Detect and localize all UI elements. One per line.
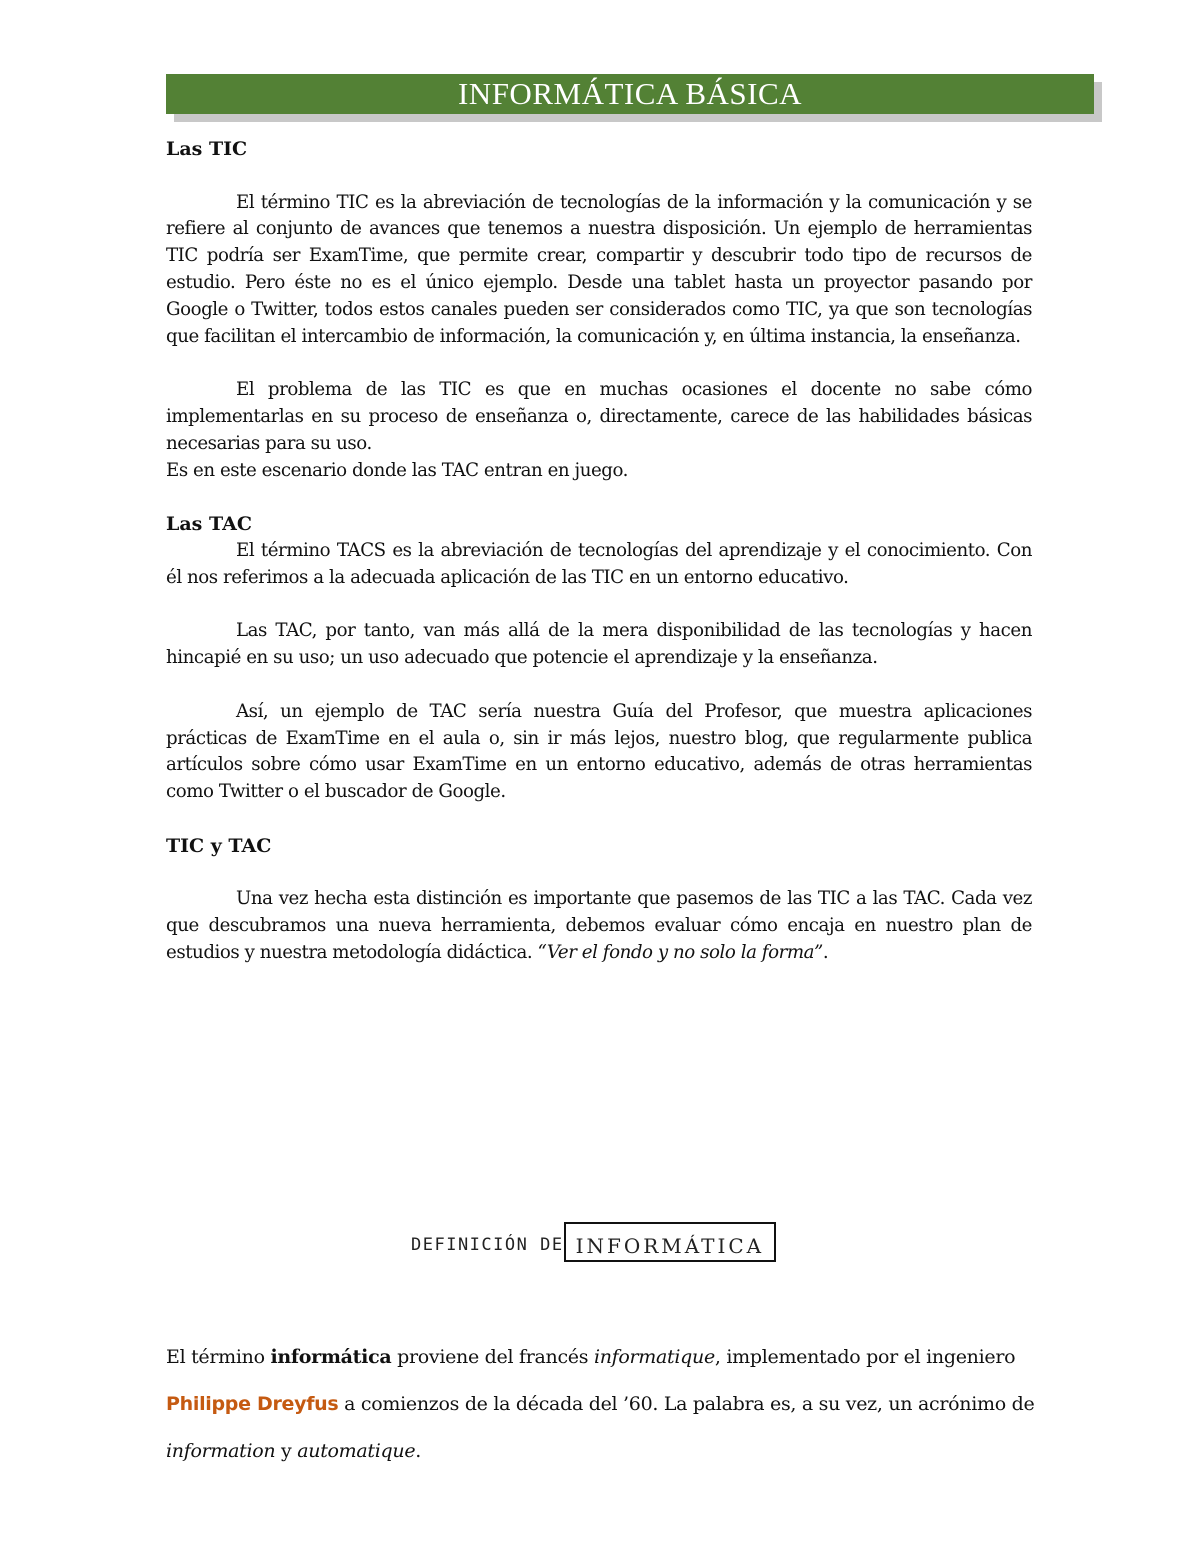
tic-tac-paragraph [166,886,1032,966]
spacer [166,484,1032,511]
bold-term: informática [270,1346,392,1368]
title-banner [166,74,1094,114]
tic-tac-text: Una vez hecha esta distinción es importante que pasemos de las TIC a las TAC. Cada vez que descubramos una nueva herramienta, debemos evaluar cómo encaja en nuestro plan de estudios y nuestra metodología didáctica. [166,888,1032,963]
text-run: proviene del francés [391,1346,594,1368]
text-run: , implementado por el ingeniero [714,1346,1016,1368]
heading-las-tic: Las TIC [166,138,248,160]
definition-prefix: DEFINICIÓN DE [411,1235,564,1255]
tic-paragraph-2: El problema de las TIC es que en muchas ocasiones el docente no sabe cómo implementarlas en su proceso de enseñanza o, directamente, carece de las habilidades básicas necesarias para su uso. [166,379,1032,454]
spacer [166,672,1032,699]
tac-paragraph-3: Así, un ejemplo de TAC sería nuestra Guía del Profesor, que muestra aplicaciones prácticas de ExamTime en el aula o, sin ir más lejos, nuestro blog, que regularmente publica artículos sobre cómo usar ExamTime en un entorno educativo, además de otras herramientas como Twitter o el buscador de Google. [166,700,1032,803]
heading-tic-y-tac: TIC y TAC [166,834,272,857]
spacer [166,860,1032,887]
page-title: INFORMÁTICA BÁSICA [457,76,803,111]
definition-paragraph [166,1334,1036,1475]
italic-term: automatique [297,1440,416,1462]
text-run: y [275,1440,298,1462]
quote: “Ver el fondo y no solo la forma” [537,941,823,963]
highlighted-name: Philippe Dreyfus [166,1393,339,1415]
spacer [166,350,1032,377]
tac-paragraph-1: El término TACS es la abreviación de tecnologías del aprendizaje y el conocimiento. Con él nos referimos a la adecuada aplicación de las TIC en un entorno educativo. [166,539,1032,588]
definition-heading [411,1220,776,1264]
tic-paragraph-1: El término TIC es la abreviación de tecnologías de la información y la comunicación y se refiere al conjunto de avances que tenemos a nuestra disposición. Un ejemplo de herramientas TIC podría ser ExamTime, que permite crear, compartir y descubrir todo tipo de recursos de estudio. Pero éste no es el único ejemplo. Desde una tablet hasta un proyector pasando por Google o Twitter, todos estos canales pueden ser considerados como TIC, ya que son tecnologías que facilitan el intercambio de información, la comunicación y, en última instancia, la enseñanza. [166,191,1032,347]
text-run: . [415,1440,422,1462]
tac-paragraph-2: Las TAC, por tanto, van más allá de la mera disponibilidad de las tecnologías y hacen hincapié en su uso; un uso adecuado que potencie el aprendizaje y la enseñanza. [166,620,1032,669]
spacer [166,806,1032,833]
main-content [166,136,1032,967]
italic-term: informatique [593,1346,715,1368]
spacer [166,592,1032,619]
definition-boxed-word: INFORMÁTICA [564,1222,776,1262]
italic-term: information [166,1440,276,1462]
heading-las-tac: Las TAC [166,513,252,536]
spacer [166,163,1032,190]
definition-text [166,1334,1036,1475]
tic-paragraph-3: Es en este escenario donde las TAC entran en juego. [166,459,628,481]
text-run: El término [166,1346,271,1368]
text-run: a comienzos de la década del ’60. La palabra es, a su vez, un acrónimo de [338,1393,1035,1415]
quote-end: . [822,941,829,963]
